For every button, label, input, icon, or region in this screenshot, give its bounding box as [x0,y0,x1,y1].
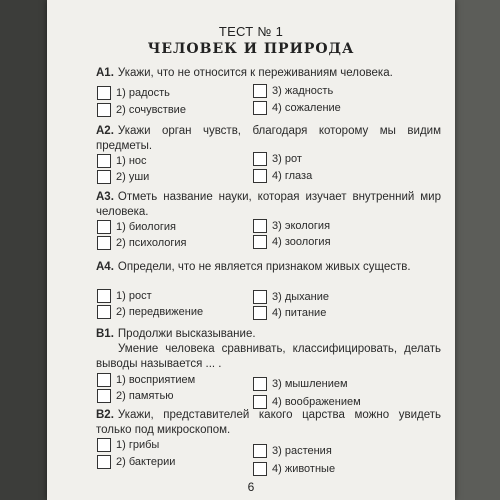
worksheet-page [47,0,455,500]
question-a1 [96,66,441,81]
option-a3-1[interactable]: 1) биология [97,219,176,235]
checkbox[interactable] [97,438,111,452]
question-b2 [96,408,441,438]
option-a2-4[interactable]: 4) глаза [253,168,312,184]
option-a4-1[interactable]: 1) рост [97,288,152,304]
option-b1-3[interactable]: 3) мышлением [253,376,348,392]
checkbox[interactable] [253,152,267,166]
option-a4-4[interactable]: 4) питание [253,305,326,321]
question-b1 [96,327,441,342]
checkbox[interactable] [97,220,111,234]
question-a2 [96,124,441,154]
checkbox[interactable] [97,289,111,303]
question-number: А4. [96,261,114,273]
checkbox[interactable] [253,101,267,115]
option-a2-2[interactable]: 2) уши [97,169,149,185]
option-b2-2[interactable]: 2) бактерии [97,454,175,470]
checkbox[interactable] [97,154,111,168]
option-b1-4[interactable]: 4) воображением [253,394,361,410]
question-text: Укажи, представителей какого царства можно увидеть только под микроскопом. [96,409,441,436]
test-title: ТЕСТ № 1 [218,24,284,39]
checkbox[interactable] [253,444,267,458]
question-a3 [96,190,441,220]
option-a3-4[interactable]: 4) зоология [253,234,331,250]
checkbox[interactable] [253,84,267,98]
option-a2-1[interactable]: 1) нос [97,153,147,169]
checkbox[interactable] [253,395,267,409]
question-number: А1. [96,67,114,79]
question-text: Укажи орган чувств, благодаря которому мы видим предметы. [96,125,441,152]
checkbox[interactable] [253,235,267,249]
checkbox[interactable] [97,236,111,250]
question-text: Определи, что не является признаком живых существ. [117,261,411,273]
checkbox[interactable] [97,305,111,319]
question-a4 [96,260,441,275]
checkbox[interactable] [97,86,111,100]
checkbox[interactable] [97,103,111,117]
question-number: В1. [96,328,114,340]
option-a1-1[interactable]: 1) радость [97,85,170,101]
option-b2-1[interactable]: 1) грибы [97,437,159,453]
option-b2-4[interactable]: 4) животные [253,461,335,477]
checkbox[interactable] [253,169,267,183]
checkbox[interactable] [253,290,267,304]
option-b2-3[interactable]: 3) растения [253,443,332,459]
option-b1-1[interactable]: 1) восприятием [97,372,195,388]
question-number: В2. [96,409,114,421]
question-number: А3. [96,191,114,203]
option-b1-2[interactable]: 2) памятью [97,388,173,404]
checkbox[interactable] [97,455,111,469]
question-text: Отметь название науки, которая изучает внутренний мир человека. [96,191,441,218]
question-text: Продолжи высказывание. [117,328,256,340]
option-a3-2[interactable]: 2) психология [97,235,186,251]
question-text: Укажи, что не относится к переживаниям человека. [117,67,393,79]
background-right [455,0,500,500]
checkbox[interactable] [97,170,111,184]
checkbox[interactable] [253,219,267,233]
option-a1-2[interactable]: 2) сочувствие [97,102,186,118]
test-subtitle: ЧЕЛОВЕК И ПРИРОДА [147,41,355,57]
question-number: А2. [96,125,114,137]
checkbox[interactable] [253,306,267,320]
checkbox[interactable] [97,389,111,403]
option-a3-3[interactable]: 3) экология [253,218,330,234]
checkbox[interactable] [97,373,111,387]
page-number: 6 [247,480,255,494]
option-a4-3[interactable]: 3) дыхание [253,289,329,305]
checkbox[interactable] [253,462,267,476]
option-a1-4[interactable]: 4) сожаление [253,100,341,116]
option-a2-3[interactable]: 3) рот [253,151,302,167]
question-b1-statement: Умение человека сравнивать, классифицировать, делать выводы называется ... . [96,343,441,370]
option-a1-3[interactable]: 3) жадность [253,83,333,99]
option-a4-2[interactable]: 2) передвижение [97,304,203,320]
checkbox[interactable] [253,377,267,391]
